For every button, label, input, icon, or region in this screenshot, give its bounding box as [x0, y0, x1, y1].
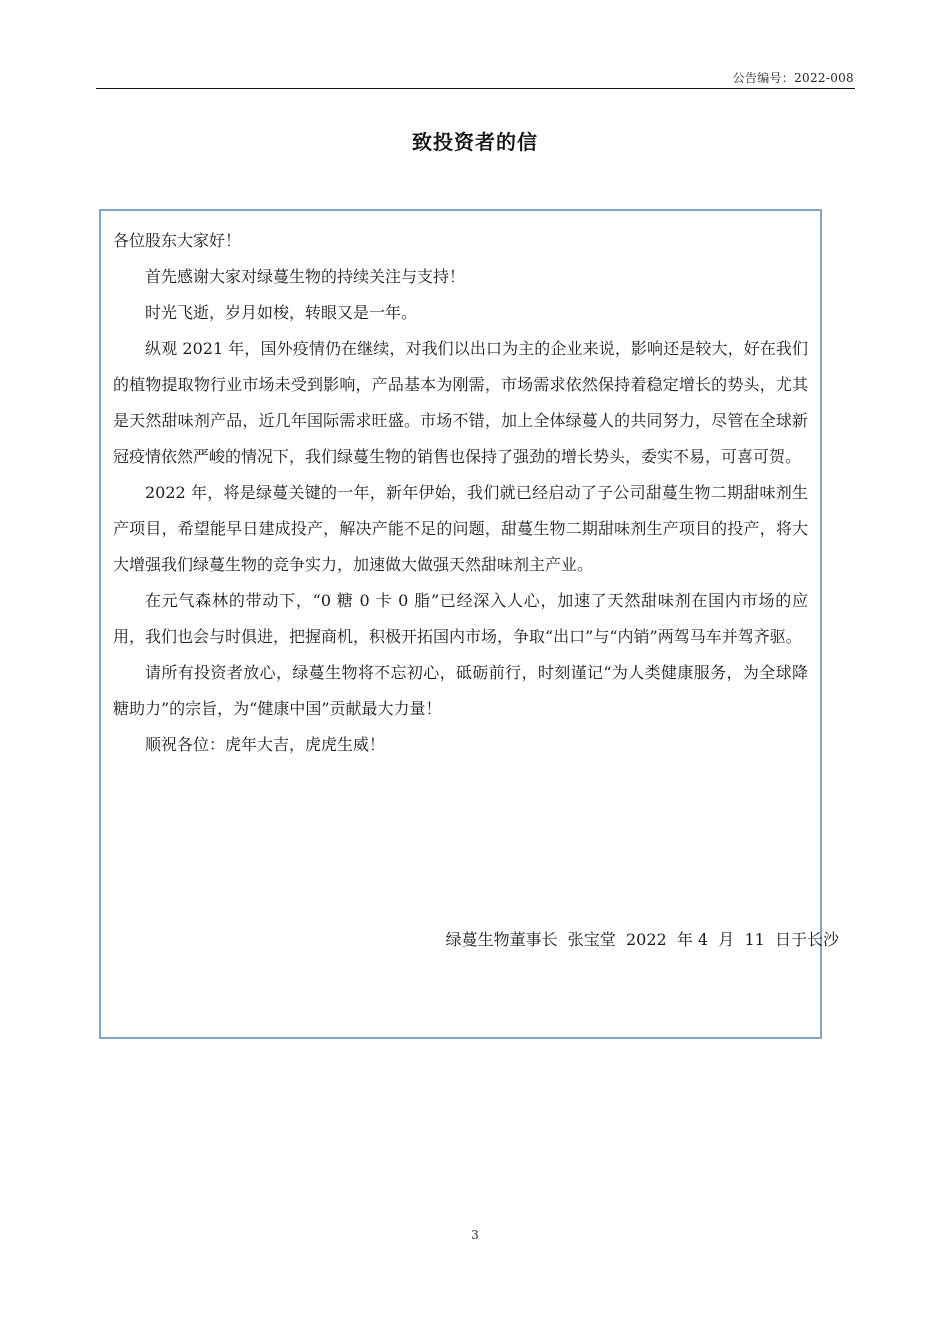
letter-greeting: 各位股东大家好！	[113, 231, 242, 250]
header-divider	[96, 88, 855, 89]
announcement-number: 公告编号：2022-008	[732, 71, 854, 85]
letter-paragraph-commitment: 请所有投资者放心，绿蔓生物将不忘初心，砥砺前行，时刻谨记“为人类健康服务，为全球降糖助力”的宗旨，为“健康中国”贡献最大力量！	[113, 663, 808, 718]
letter-box	[99, 209, 822, 1039]
letter-paragraph-2021-review: 纵观 2021 年，国外疫情仍在继续，对我们以出口为主的企业来说，影响还是较大，好在我们的植物提取物行业市场未受到影响，产品基本为刚需，市场需求依然保持着稳定增长的势头，尤其是天然甜味剂产品，近几年国际需求旺盛。市场不错，加上全体绿蔓人的共同努力，尽管在全球新冠疫情依然严峻的情况下，我们绿蔓生物的销售也保持了强劲的增长势头，委实不易，可喜可贺。	[113, 339, 808, 466]
letter-paragraph-closing: 顺祝各位：虎年大吉，虎虎生威！	[145, 735, 386, 754]
letter-paragraph-2022-plan: 2022 年，将是绿蔓关键的一年，新年伊始，我们就已经启动了子公司甜蔓生物二期甜味剂生产项目，希望能早日建成投产，解决产能不足的问题，甜蔓生物二期甜味剂生产项目的投产，将大大增强我们绿蔓生物的竞争实力，加速做大做强天然甜味剂主产业。	[113, 483, 808, 574]
letter-body	[113, 223, 808, 763]
letter-paragraph-domestic-market: 在元气森林的带动下，“0 糖 0 卡 0 脂”已经深入人心，加速了天然甜味剂在国内市场的应用，我们也会与时俱进，把握商机，积极开拓国内市场，争取“出口”与“内销”两驾马车并驾齐驱。	[113, 591, 808, 646]
letter-paragraph-thanks: 首先感谢大家对绿蔓生物的持续关注与支持！	[145, 267, 466, 286]
page-number: 3	[471, 1228, 479, 1242]
document-title: 致投资者的信	[412, 130, 538, 154]
letter-signature: 绿蔓生物董事长 张宝堂 2022 年 4 月 11 日于长沙	[445, 930, 839, 949]
letter-paragraph-time: 时光飞逝，岁月如梭，转眼又是一年。	[145, 303, 418, 322]
